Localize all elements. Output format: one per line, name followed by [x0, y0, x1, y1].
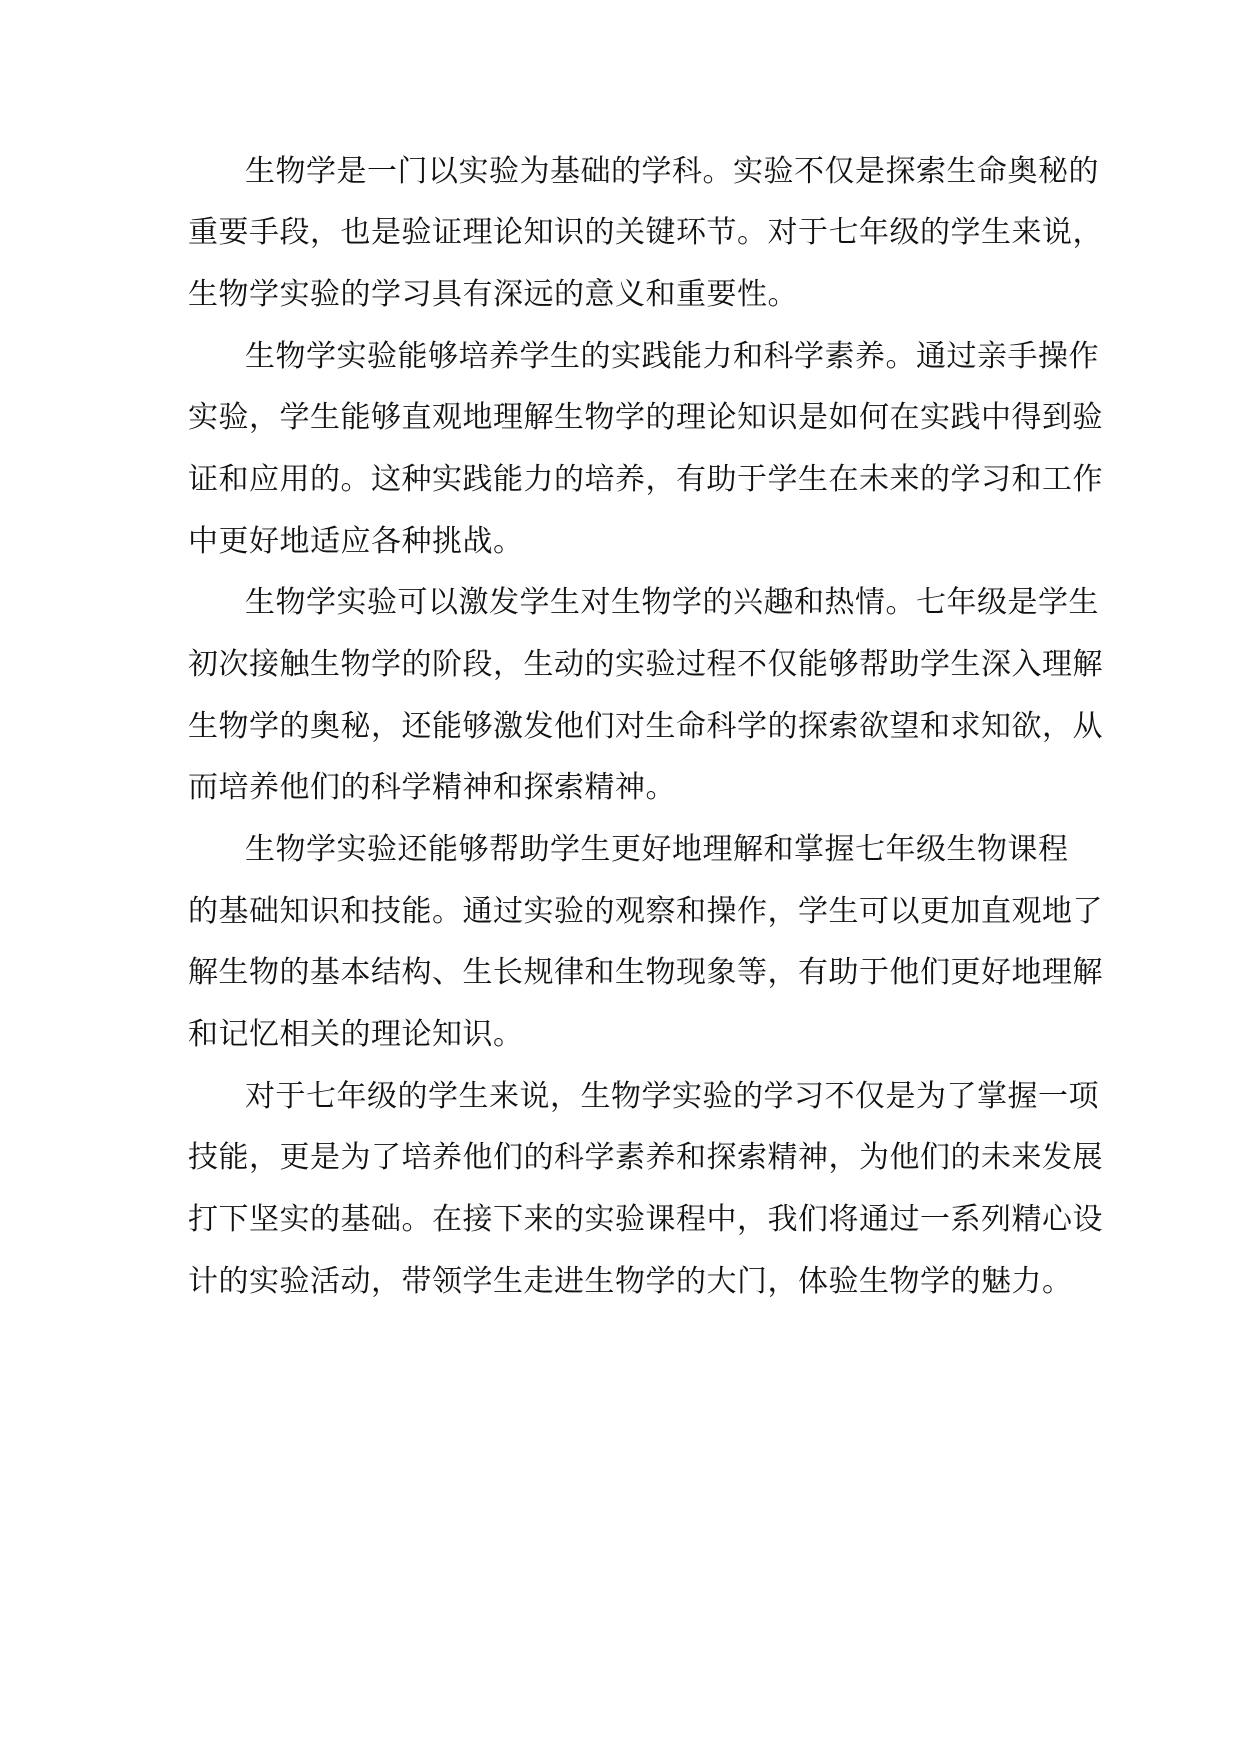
paragraph-1-line-2: 重要手段，也是验证理论知识的关键环节。对于七年级的学生来说，	[188, 215, 1103, 250]
paragraph-5-line-2: 技能，更是为了培养他们的科学素养和探索精神，为他们的未来发展	[188, 1140, 1103, 1175]
paragraph-2-line-3: 证和应用的。这种实践能力的培养，有助于学生在未来的学习和工作	[188, 462, 1103, 497]
paragraph-2-line-1: 生物学实验能够培养学生的实践能力和科学素养。通过亲手操作	[245, 339, 1099, 374]
paragraph-3-line-1: 生物学实验可以激发学生对生物学的兴趣和热情。七年级是学生	[245, 585, 1099, 620]
paragraph-2-line-2: 实验，学生能够直观地理解生物学的理论知识是如何在实践中得到验	[188, 400, 1103, 435]
paragraph-1-line-1: 生物学是一门以实验为基础的学科。实验不仅是探索生命奥秘的	[245, 154, 1099, 189]
paragraph-3-line-3: 生物学的奥秘，还能够激发他们对生命科学的探索欲望和求知欲，从	[188, 709, 1103, 744]
paragraph-4-line-3: 解生物的基本结构、生长规律和生物现象等，有助于他们更好地理解	[188, 955, 1103, 990]
paragraph-5-line-1: 对于七年级的学生来说，生物学实验的学习不仅是为了掌握一项	[245, 1079, 1099, 1114]
paragraph-3-line-4: 而培养他们的科学精神和探索精神。	[188, 770, 676, 805]
paragraph-5-line-4: 计的实验活动，带领学生走进生物学的大门，体验生物学的魅力。	[188, 1264, 1073, 1299]
paragraph-4-line-1: 生物学实验还能够帮助学生更好地理解和掌握七年级生物课程	[245, 832, 1069, 867]
paragraph-3-line-2: 初次接触生物学的阶段，生动的实验过程不仅能够帮助学生深入理解	[188, 647, 1103, 682]
paragraph-5-line-3: 打下坚实的基础。在接下来的实验课程中，我们将通过一系列精心设	[188, 1202, 1103, 1237]
paragraph-2-line-4: 中更好地适应各种挑战。	[188, 524, 524, 559]
paragraph-4-line-2: 的基础知识和技能。通过实验的观察和操作，学生可以更加直观地了	[188, 894, 1103, 929]
paragraph-1-line-3: 生物学实验的学习具有深远的意义和重要性。	[188, 277, 798, 312]
paragraph-4-line-4: 和记忆相关的理论知识。	[188, 1017, 524, 1052]
